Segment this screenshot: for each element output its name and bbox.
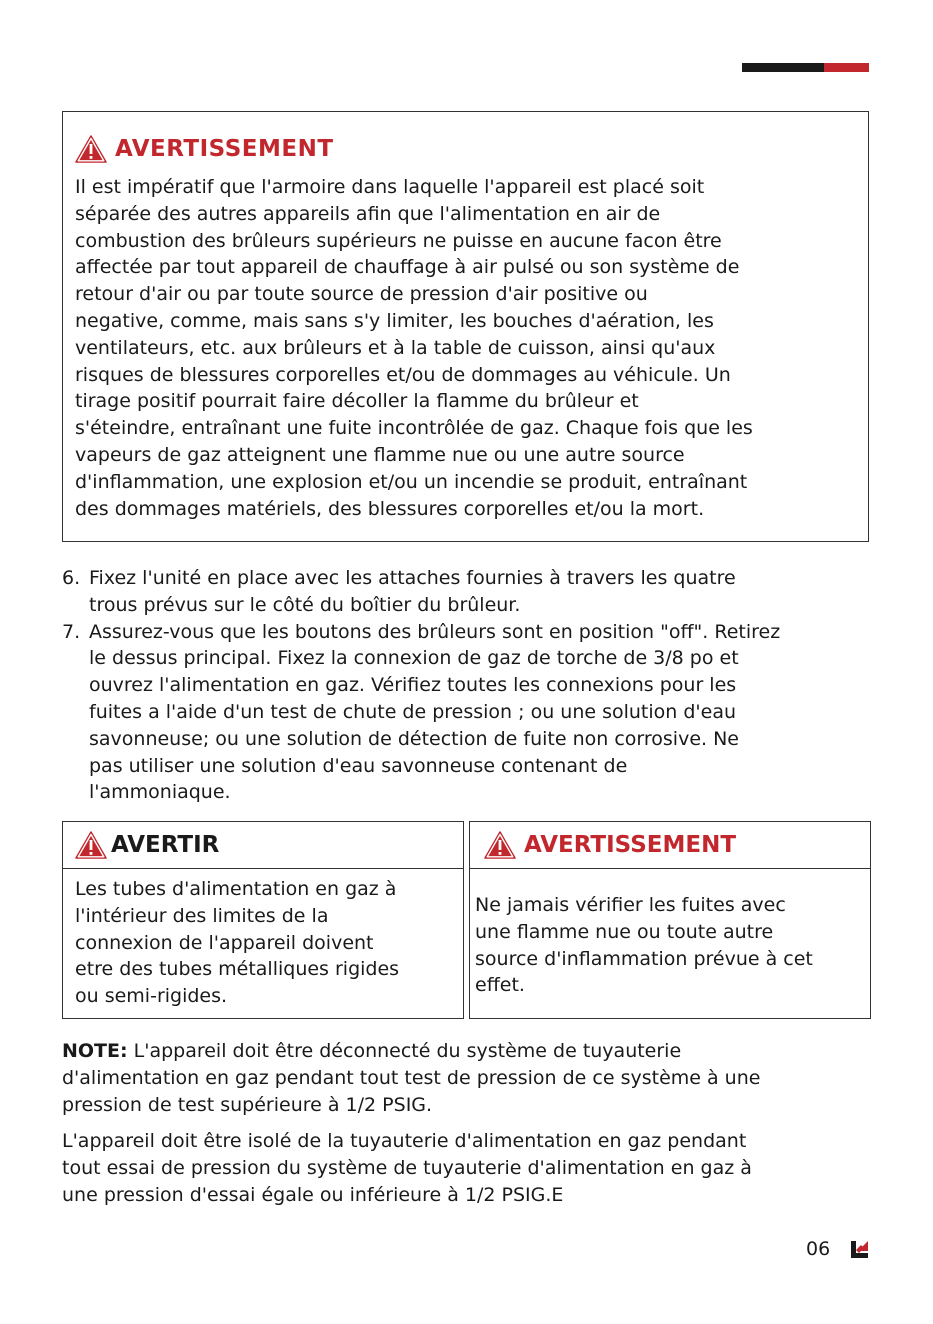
text-line: pas utiliser une solution d'eau savonneuse contenant de [89,754,628,777]
warning-triangle-icon [75,135,107,163]
text-line: source d'inflammation prévue à cet [475,947,813,970]
avertir-title: AVERTIR [111,832,220,858]
avertissement-box [469,821,871,1019]
text-line: trous prévus sur le côté du boîtier du brûleur. [89,593,521,616]
text-line: une flamme nue ou toute autre [475,920,774,943]
avertissement-header [470,822,870,869]
text-line: ou semi-rigides. [75,985,228,1008]
text-line: combustion des brûleurs supérieurs ne puisse en aucune facon être [75,229,722,252]
header-accent-bar [742,63,869,72]
avertissement-title: AVERTISSEMENT [524,832,737,858]
text-line: tout essai de pression du système de tuyauterie d'alimentation en gaz à [62,1156,752,1179]
text-line: vapeurs de gaz atteignent une flamme nue ou une autre source [75,443,685,466]
instruction-steps [62,565,874,806]
text-line: savonneuse; ou une solution de détection de fuite non corrosive. Ne [89,727,739,750]
text-line: fuites a l'aide d'un test de chute de pression ; ou une solution d'eau [89,700,737,723]
text-line: d'inflammation, une explosion et/ou un incendie se produit, entraînant [75,470,748,493]
note-text: L'appareil doit être déconnecté du système de tuyauterie [127,1040,682,1062]
text-line: une pression d'essai égale ou inférieure à 1/2 PSIG.E [62,1183,564,1206]
note-paragraph [62,1038,872,1118]
text-line: Ne jamais vérifier les fuites avec [475,894,786,916]
header-accent-dark [742,63,824,72]
step-7 [62,619,874,807]
text-line: des dommages matériels, des blessures corporelles et/ou la mort. [75,497,705,520]
text-line: tirage positif pourrait faire décoller la flamme du brûleur et [75,390,639,413]
main-warning-box [62,111,869,542]
warning-triangle-icon [75,831,107,859]
text-line: pression de test supérieure à 1/2 PSIG. [62,1093,433,1116]
step-number: 7. [62,620,81,643]
main-warning-text [75,174,856,522]
text-line: risques de blessures corporelles et/ou de dommages au véhicule. Un [75,363,731,386]
text-line: s'éteindre, entraînant une fuite incontrôlée de gaz. Chaque fois que les [75,417,753,440]
step-text [89,565,874,619]
step-text [89,619,874,807]
brand-logo-icon [849,1239,870,1260]
text-line: Il est impératif que l'armoire dans laquelle l'appareil est placé soit [75,176,705,198]
text-line: l'intérieur des limites de la [75,904,329,927]
warning-triangle-icon [484,831,516,859]
step-number: 6. [62,567,81,589]
text-line: negative, comme, mais sans s'y limiter, les bouches d'aération, les [75,309,714,332]
text-line: effet. [475,974,525,997]
text-line: L'appareil doit être isolé de la tuyauterie d'alimentation en gaz pendant [62,1130,747,1152]
main-warning-title: AVERTISSEMENT [115,136,334,162]
text-line: l'ammoniaque. [89,781,231,804]
main-warning-header [75,134,856,164]
header-accent-red [824,63,869,72]
text-line: séparée des autres appareils afin que l'alimentation en air de [75,202,661,225]
text-line: etre des tubes métalliques rigides [75,958,400,981]
text-line: ouvrez l'alimentation en gaz. Vérifiez toutes les connexions pour les [89,674,737,697]
text-line: retour d'air ou par toute source de pression d'air positive ou [75,283,648,306]
step-6 [62,565,874,619]
text-line: affectée par tout appareil de chauffage à air pulsé ou son système de [75,256,740,279]
page-number: 06 [806,1238,831,1260]
avertir-text [63,869,463,1010]
isolation-paragraph [62,1128,872,1208]
text-line: d'alimentation en gaz pendant tout test de pression de ce système à une [62,1066,761,1089]
text-line: Assurez-vous que les boutons des brûleurs sont en position "off". Retirez [89,620,781,643]
text-line: Les tubes d'alimentation en gaz à [75,878,397,900]
text-line: le dessus principal. Fixez la connexion de gaz de torche de 3/8 po et [89,647,739,670]
text-line [62,1038,872,1065]
note-label: NOTE: [62,1040,128,1062]
text-line: Fixez l'unité en place avec les attaches fournies à travers les quatre [89,567,736,589]
avertir-header [63,822,463,869]
avertissement-text [470,869,870,999]
avertir-box [62,821,464,1019]
text-line: connexion de l'appareil doivent [75,931,374,954]
text-line: ventilateurs, etc. aux brûleurs et à la table de cuisson, ainsi qu'aux [75,336,716,359]
